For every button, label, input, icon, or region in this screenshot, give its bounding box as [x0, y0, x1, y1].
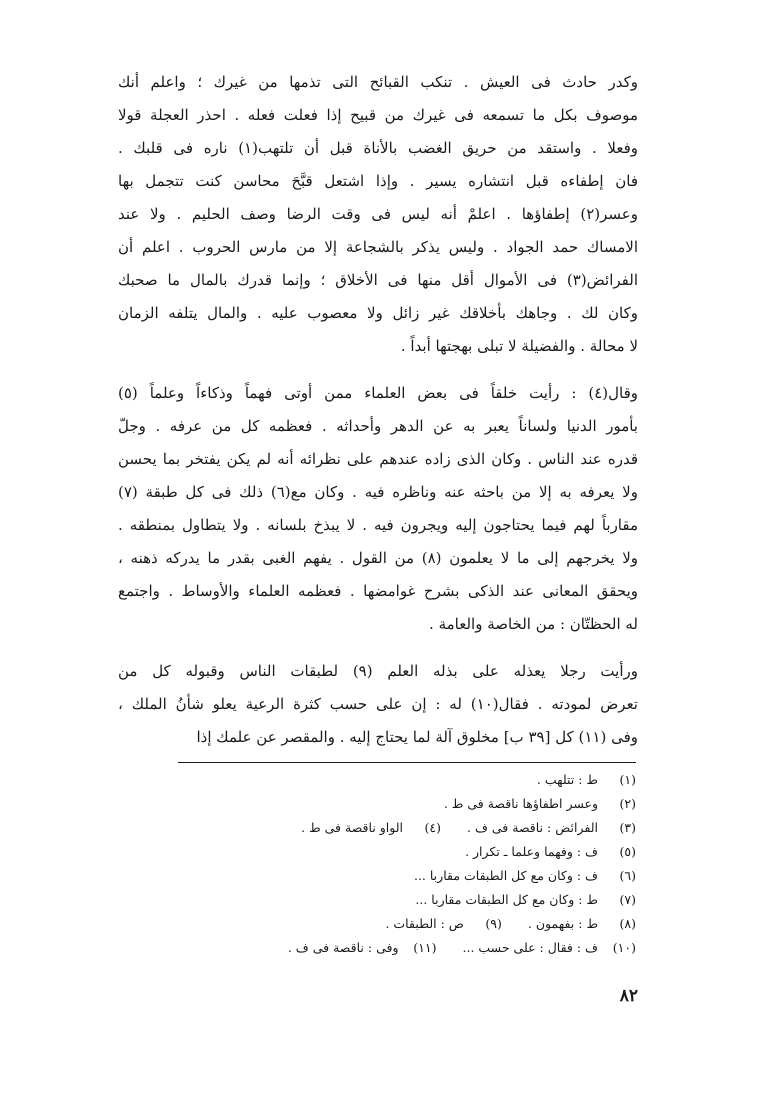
footnote-row — [150, 768, 636, 792]
footnote-number: (٩) — [485, 916, 502, 931]
footnote-row — [150, 792, 636, 816]
footnote-number: (٦) — [619, 868, 636, 883]
footnote-number: (١) — [619, 772, 636, 787]
footnote-number: (٣) — [619, 820, 636, 835]
text-line: بأمور الدنيا ولساناً يعبر به عن الدهر وأحداثه . فعظمه كل من عرفه . وجلّ — [118, 417, 638, 435]
text-line: موصوف بكل ما تسمعه فى غيرك من قبيح إذا فعلت فعله . احذر العجلة قولا — [118, 106, 638, 124]
footnote-row — [150, 936, 636, 960]
footnote-row — [150, 864, 636, 888]
footnote-text: ط : وكان مع كل الطبقات مقاربا ... — [415, 892, 598, 907]
footnote-number: (١١) — [413, 940, 437, 955]
footnote-text: وفى : ناقصة فى ف . — [287, 940, 399, 955]
footnote-number: (٥) — [619, 844, 636, 859]
footnote-number: (٧) — [619, 892, 636, 907]
text-line: تعرض لمودته . فقال(١٠) له : إن على حسب كثرة الرعية يعلو شأنُ الملك ، — [118, 695, 638, 713]
footnote-text: الفرائض : ناقصة فى ف . — [467, 820, 598, 835]
footnote-row — [150, 840, 636, 864]
text-line: ويحقق المعانى عند الذكى بشرح غوامضها . فعظمه العلماء والأوساط . واجتمع — [118, 582, 638, 600]
text-line: له الحظتّان : من الخاصة والعامة . — [429, 615, 638, 633]
footnote-text: ص : الطبقات . — [385, 916, 464, 931]
footnote-text: الواو ناقصة فى ط . — [301, 820, 404, 835]
footnote-text: ف : وكان مع كل الطبقات مقاربا ... — [413, 868, 598, 883]
paragraph-gap — [118, 641, 638, 655]
footnote-row — [150, 912, 636, 936]
footnotes — [150, 768, 636, 960]
footnote-row — [150, 816, 636, 840]
text-line: وكدر حادث فى العيش . تنكب القبائح التى تذمها من غيرك ؛ واعلم أنك — [118, 73, 638, 91]
text-line: ولا يعرفه به إلا من باحثه عنه وناظره فيه . وكان مع(٦) ذلك فى كل طبقة (٧) — [118, 483, 638, 501]
text-line: الامساك حمد الجواد . وليس يذكر بالشجاعة إلا من مارس الحروب . اعلم أن — [118, 238, 638, 256]
text-line: قدره عند الناس . وكان الذى زاده عندهم على نظرائه أنه لم يكن يفتخر بما يحسن — [118, 450, 638, 468]
footnote-text: ف : فقال : على حسب ... — [462, 940, 598, 955]
page-number: ٨٢ — [619, 986, 638, 1006]
text-line: ولا يخرجهم إلى ما لا يعلمون (٨) من القول . يفهم الغبى بقدر ما يدركه ذهنه ، — [118, 549, 638, 567]
footnote-divider — [178, 762, 636, 763]
footnote-number: (١٠) — [612, 940, 636, 955]
paragraph-gap — [118, 363, 638, 377]
text-line: الفرائض(٣) فى الأموال أقل منها فى الأخلاق ؛ وإنما قدرك بالمال ما صحبك — [118, 271, 638, 289]
text-line: وفى (١١) كل [٣٩ ب] مخلوق آلة لما يحتاج إليه . والمقصر عن علمك إذا — [196, 728, 638, 746]
footnote-number: (٨) — [619, 916, 636, 931]
text-line: وفعلا . واستقد من حريق الغضب بالأناة قبل أن تلتهب(١) ناره فى قلبك . — [118, 139, 638, 157]
footnote-text: وعسر اطفاؤها ناقصة فى ط . — [443, 796, 598, 811]
footnote-text: ط : بفهمون . — [527, 916, 598, 931]
text-line: لا محالة . والفضيلة لا تبلى بهجتها أبداً . — [400, 337, 638, 355]
footnote-number: (٤) — [424, 820, 442, 835]
footnote-number: (٢) — [619, 796, 636, 811]
text-line: وقال(٤) : رأيت خلقاً فى بعض العلماء ممن أوتى فهماً وذكاءاً وعلماً (٥) — [118, 384, 638, 402]
text-line: وعسر(٢) إطفاؤها . اعلمْ أنه ليس فى وقت الرضا وصف الحليم . ولا عند — [118, 205, 638, 223]
text-line: مقارباً لهم فيما يحتاجون إليه ويجرون فيه . لا يبذخ بلسانه . ولا يتطاول بمنطقه . — [118, 516, 638, 534]
footnote-row — [150, 888, 636, 912]
footnote-text: ف : وفهما وعلما ـ تكرار . — [465, 844, 598, 859]
main-text — [118, 66, 638, 754]
text-line: ورأيت رجلا يعذله على بذله العلم (٩) لطبقات الناس وقبوله كل من — [118, 662, 638, 680]
text-line: وكان لك . وجاهك بأخلاقك غير زائل ولا معصوب عليه . والمال يتلفه الزمان — [118, 304, 638, 322]
footnote-text: ط : تتلهب . — [536, 772, 598, 787]
text-line: فان إطفاءه قبل انتشاره يسير . وإذا اشتعل قبَّحَ محاسن كنت تتجمل بها — [118, 172, 638, 190]
